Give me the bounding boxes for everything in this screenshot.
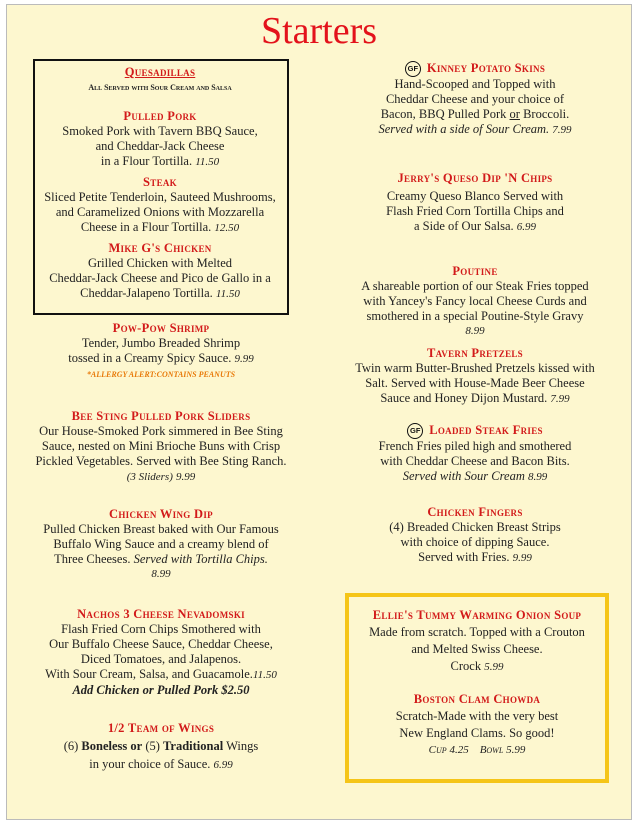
menu-item	[35, 109, 285, 170]
item-desc: Sauce, nested on Mini Brioche Buns with Crisp	[41, 439, 281, 453]
item-name: 1/2 Team of Wings	[107, 721, 215, 735]
item-name: Mike G's Chicken	[108, 241, 212, 255]
menu-item	[349, 607, 605, 676]
menu-item	[343, 61, 607, 138]
item-name: Poutine	[452, 264, 498, 278]
item-desc: with Yancey's Fancy local Cheese Curds and	[363, 294, 587, 308]
item-name: Boston Clam Chowda	[413, 692, 541, 706]
item-desc: Our House-Smoked Pork simmered in Bee Sting	[39, 424, 283, 438]
item-price: 7.99	[550, 393, 570, 405]
gluten-free-icon: GF	[407, 423, 423, 439]
item-desc: and Melted Swiss Cheese.	[411, 642, 543, 656]
item-desc: Our Buffalo Cheese Sauce, Cheddar Cheese,	[49, 637, 273, 651]
item-desc: in your choice of Sauce.	[89, 757, 211, 771]
bowl-price: 5.99	[506, 744, 526, 756]
item-desc: and Cheddar-Jack Cheese	[95, 139, 225, 153]
item-price: 11.50	[195, 156, 220, 168]
item-desc: Sauce and Honey Dijon Mustard.	[380, 391, 548, 405]
menu-item	[35, 175, 285, 236]
item-desc: Cheddar-Jalapeno Tortilla.	[80, 286, 213, 300]
item-name: Chicken Wing Dip	[109, 507, 213, 521]
item-desc: Pulled Chicken Breast baked with Our Famous	[43, 522, 279, 536]
item-desc: Traditional	[163, 739, 224, 753]
item-desc: (5)	[145, 739, 160, 753]
item-name: Pow-Pow Shrimp	[112, 321, 210, 335]
page-title: Starters	[260, 10, 378, 52]
quesadillas-subheading: All Served with Sour Cream and Salsa	[88, 83, 232, 92]
item-desc: Served with Sour Cream	[402, 469, 525, 484]
item-desc: Three Cheeses.	[54, 552, 131, 566]
menu-item	[343, 264, 607, 339]
item-desc: Served with a side of Sour Cream.	[378, 122, 550, 137]
item-name: Steak	[143, 175, 177, 189]
item-desc: Served with Tortilla Chips.	[133, 552, 268, 566]
addon-price: $2.50	[221, 683, 250, 697]
item-desc: Buffalo Wing Sauce and a creamy blend of	[53, 537, 269, 551]
item-desc: Diced Tomatoes, and Jalapenos.	[80, 652, 242, 666]
item-price: 9.99	[234, 353, 254, 365]
menu-item	[343, 346, 607, 407]
item-desc: Sliced Petite Tenderloin, Sauteed Mushrooms,	[44, 190, 276, 204]
item-name: Bee Sting Pulled Pork Sliders	[71, 409, 251, 423]
item-price: 7.99	[552, 124, 572, 137]
item-desc: Cheddar Cheese and your choice of	[385, 92, 565, 107]
menu-item	[343, 505, 607, 566]
item-desc: Cheddar-Jack Cheese and Pico de Gallo in a	[49, 271, 271, 285]
item-desc: French Fries piled high and smothered	[378, 439, 572, 454]
menu-item	[35, 241, 285, 302]
item-desc: and Caramelized Onions with Mozzarella	[55, 205, 265, 219]
item-desc: with choice of dipping Sauce.	[400, 535, 550, 549]
addon-text: Add Chicken or Pulled Pork	[72, 683, 219, 697]
item-price: 6.99	[516, 221, 536, 233]
item-desc: in a Flour Tortilla.	[100, 154, 193, 168]
item-desc: Flash Fried Corn Chips Smothered with	[61, 622, 261, 636]
item-price: 11.50	[215, 288, 240, 300]
cup-label: Cup	[428, 744, 447, 756]
menu-item	[343, 423, 607, 485]
item-desc: Crock	[450, 659, 482, 673]
item-name: Nachos 3 Cheese Nevadomski	[77, 607, 245, 621]
item-price: 8.99	[527, 471, 548, 484]
item-price: 6.99	[213, 759, 233, 771]
gluten-free-icon: GF	[405, 61, 421, 77]
item-desc: tossed in a Creamy Spicy Sauce.	[68, 351, 232, 365]
menu-page	[6, 4, 632, 820]
item-name: Pulled Pork	[123, 109, 197, 123]
quesadillas-heading: Quesadillas	[124, 65, 196, 79]
item-desc: With Sour Cream, Salsa, and Guacamole.	[45, 667, 253, 681]
item-desc: Tender, Jumbo Breaded Shrimp	[81, 336, 241, 350]
item-name: Chicken Fingers	[427, 505, 523, 519]
item-desc: A shareable portion of our Steak Fries topped	[361, 279, 589, 293]
item-price: 9.99	[512, 552, 532, 564]
item-name: Jerry's Queso Dip 'N Chips	[397, 171, 553, 185]
menu-item	[33, 321, 289, 382]
item-desc: Twin warm Butter-Brushed Pretzels kissed with	[355, 361, 595, 375]
item-price: 9.99	[176, 471, 196, 483]
item-desc: (6)	[63, 739, 79, 753]
item-price: 8.99	[151, 568, 171, 580]
item-desc: Flash Fried Corn Tortilla Chips and	[386, 204, 564, 218]
item-desc: Made from scratch. Topped with a Crouton	[369, 625, 585, 639]
item-desc: Cheese in a Flour Tortilla.	[80, 220, 212, 234]
item-price: 12.50	[214, 222, 240, 234]
item-desc: Creamy Queso Blanco Served with	[386, 189, 564, 203]
item-desc: Bacon, BBQ Pulled Pork	[380, 107, 507, 122]
item-price: 8.99	[465, 325, 485, 337]
item-desc: Scratch-Made with the very best	[395, 709, 559, 723]
cup-price: 4.25	[449, 744, 469, 756]
item-desc: Grilled Chicken with Melted	[87, 256, 233, 270]
item-desc: smothered in a special Poutine-Style Gravy	[366, 309, 584, 323]
bowl-label: Bowl	[479, 744, 504, 756]
menu-item	[33, 507, 289, 582]
menu-item	[349, 691, 605, 759]
item-desc: Broccoli.	[523, 107, 570, 122]
item-desc: Served with Fries.	[418, 550, 510, 564]
item-desc: or	[509, 107, 520, 122]
item-desc: with Cheddar Cheese and Bacon Bits.	[380, 454, 570, 469]
item-note: (3 Sliders)	[126, 471, 173, 483]
item-desc: a Side of Our Salsa.	[413, 219, 514, 233]
item-name: Ellie's Tummy Warming Onion Soup	[372, 608, 582, 622]
item-desc: Salt. Served with House-Made Beer Cheese	[365, 376, 585, 390]
item-name: Kinney Potato Skins	[426, 61, 546, 75]
item-name: Tavern Pretzels	[427, 346, 523, 360]
item-desc: Boneless or	[81, 739, 143, 753]
item-name: Loaded Steak Fries	[429, 423, 543, 437]
allergy-alert: *ALLERGY ALERT:CONTAINS PEANUTS	[86, 370, 236, 379]
item-desc: Smoked Pork with Tavern BBQ Sauce,	[62, 124, 258, 138]
item-desc: Pickled Vegetables. Served with Bee Sting Ranch.	[35, 454, 287, 468]
menu-item	[33, 607, 289, 698]
menu-item	[33, 409, 289, 485]
menu-item	[33, 721, 289, 773]
item-desc: Hand-Scooped and Topped with	[394, 77, 556, 92]
menu-item	[343, 171, 607, 235]
item-desc: New England Clams. So good!	[399, 726, 555, 740]
item-desc: Wings	[226, 739, 259, 753]
item-price: 5.99	[484, 661, 504, 673]
item-desc: (4) Breaded Chicken Breast Strips	[389, 520, 561, 534]
item-price: 11.50	[252, 669, 277, 681]
